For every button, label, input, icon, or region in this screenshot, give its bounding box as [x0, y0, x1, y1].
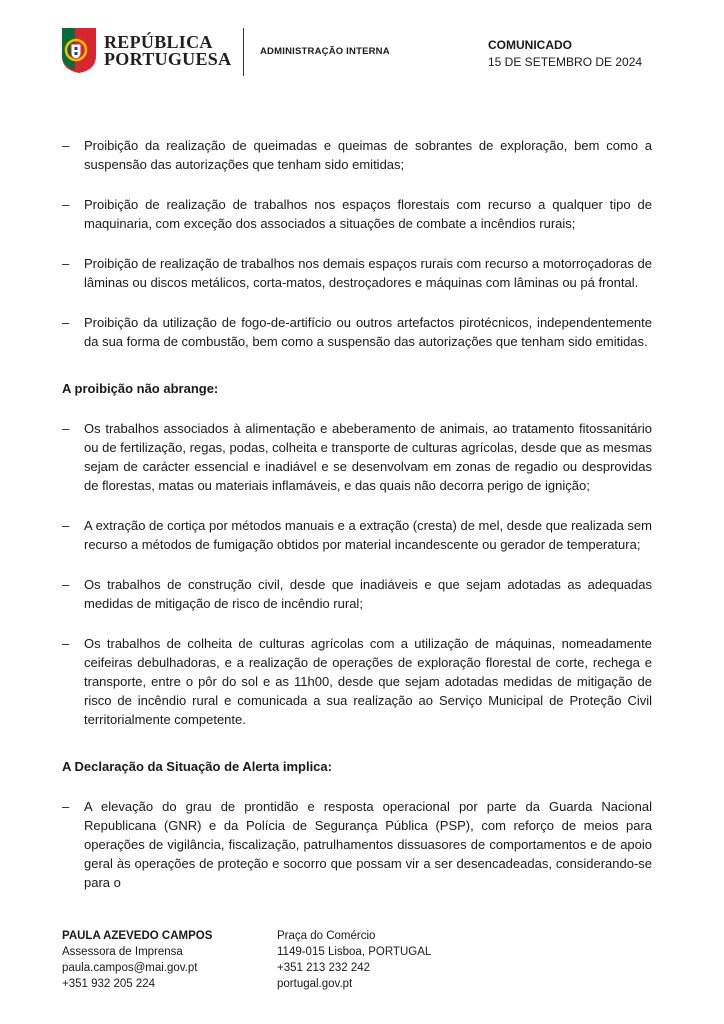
- ministry-name: ADMINISTRAÇÃO INTERNA: [260, 46, 390, 57]
- website: portugal.gov.pt: [277, 978, 353, 990]
- list-item: [62, 195, 652, 233]
- document-date: 15 DE SETEMBRO DE 2024: [488, 55, 643, 69]
- contact-phone: +351 932 205 224: [62, 978, 156, 990]
- list-item-text: Proibição de realização de trabalhos nos demais espaços rurais com recurso a motorroçadoras de lâminas ou discos metálicos, corta-matos, destroçadores e máquinas com lâminas ou pá frontal.: [84, 256, 652, 290]
- list-item: [62, 419, 652, 495]
- dash-marker: –: [62, 315, 70, 330]
- header-divider: [243, 28, 244, 76]
- dash-marker: –: [62, 138, 70, 153]
- list-item: [62, 797, 652, 892]
- address-line-2: 1149-015 Lisboa, PORTUGAL: [277, 946, 432, 958]
- address-line-1: Praça do Comércio: [277, 930, 376, 942]
- brand-line-1: REPÚBLICA: [104, 32, 213, 52]
- section-heading: A Declaração da Situação de Alerta implica:: [62, 759, 332, 774]
- list-item: [62, 136, 652, 174]
- list-item: [62, 575, 652, 613]
- list-item-text: Proibição de realização de trabalhos nos espaços florestais com recurso a qualquer tipo de maquinaria, com exceção dos associados a situações de combate a incêndios rurais;: [84, 197, 652, 231]
- list-item: [62, 634, 652, 729]
- dash-marker: –: [62, 197, 70, 212]
- contact-name: PAULA AZEVEDO CAMPOS: [62, 930, 213, 942]
- contact-email: paula.campos@mai.gov.pt: [62, 962, 198, 974]
- dash-marker: –: [62, 256, 70, 271]
- list-item-text: Os trabalhos associados à alimentação e abeberamento de animais, ao tratamento fitossanitário ou de fertilização, regas, podas, colheita e transporte de culturas agrícolas, desde que as mesmas sejam de carácter essencial e inadiável e se desenvolvam em zonas de regadio ou desprovidas de florestas, matas ou materiais inflamáveis, e das quais não decorra perigo de ignição;: [84, 421, 652, 493]
- list-item-text: Os trabalhos de construção civil, desde que inadiáveis e que sejam adotadas as adequadas medidas de mitigação de risco de incêndio rural;: [84, 577, 652, 611]
- portuguese-coat-of-arms-icon: [60, 26, 98, 74]
- document-type: COMUNICADO: [488, 38, 572, 52]
- dash-marker: –: [62, 577, 70, 592]
- contact-role: Assessora de Imprensa: [62, 946, 183, 958]
- footer-contact: [62, 928, 212, 992]
- list-item: [62, 516, 652, 554]
- document-header: [0, 0, 724, 90]
- footer-address: [277, 928, 431, 992]
- section-heading: A proibição não abrange:: [62, 381, 219, 396]
- dash-marker: –: [62, 799, 70, 814]
- document-body: [62, 136, 652, 913]
- brand-wordmark: [104, 34, 231, 68]
- list-item-text: Proibição da realização de queimadas e queimas de sobrantes de exploração, bem como a suspensão das autorizações que tenham sido emitidas;: [84, 138, 652, 172]
- list-item: [62, 313, 652, 351]
- dash-marker: –: [62, 518, 70, 533]
- list-item-text: Os trabalhos de colheita de culturas agrícolas com a utilização de máquinas, nomeadamente ceifeiras debulhadoras, e a realização de operações de exploração florestal de corte, rechega e transporte, entre o pôr do sol e as 11h00, desde que sejam adotadas medidas de mitigação de risco de incêndio rural e comunicada a sua realização ao Serviço Municipal de Proteção Civil territorialmente competente.: [84, 636, 652, 727]
- dash-marker: –: [62, 421, 70, 436]
- list-item: [62, 254, 652, 292]
- dash-marker: –: [62, 636, 70, 651]
- list-item-text: A extração de cortiça por métodos manuais e a extração (cresta) de mel, desde que realizada sem recurso a métodos de fumigação obtidos por material incandescente ou gerador de temperatura;: [84, 518, 652, 552]
- brand-line-2: PORTUGUESA: [104, 49, 232, 69]
- office-phone: +351 213 232 242: [277, 962, 371, 974]
- list-item-text: A elevação do grau de prontidão e resposta operacional por parte da Guarda Nacional Republicana (GNR) e da Polícia de Segurança Pública (PSP), com reforço de meios para operações de vigilância, fiscalização, patrulhamentos dissuasores de comportamentos e de apoio geral às operações de proteção e socorro que possam vir a ser desencadeadas, considerando-se para o: [84, 799, 652, 890]
- list-item-text: Proibição da utilização de fogo-de-artifício ou outros artefactos pirotécnicos, independentemente da sua forma de combustão, bem como a suspensão das autorizações que tenham sido emitidas.: [84, 315, 652, 349]
